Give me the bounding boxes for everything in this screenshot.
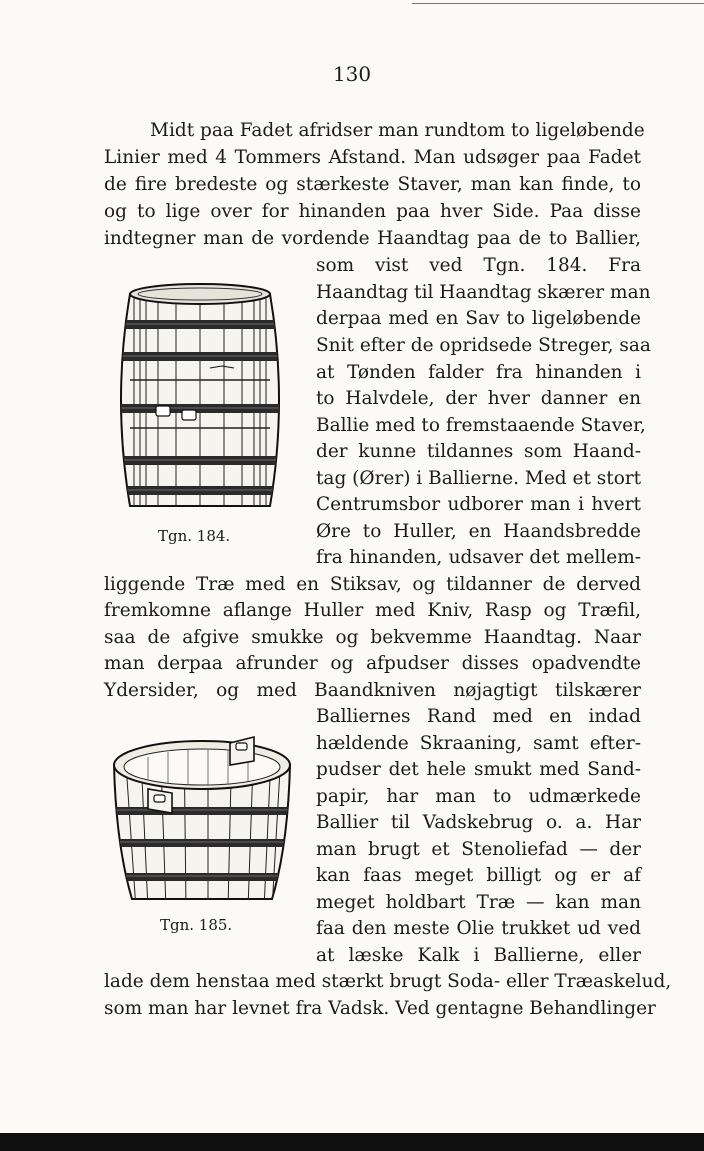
text-line: kan faas meget billigt og er af <box>316 865 641 886</box>
text-line: som vist ved Tgn. 184. Fra <box>316 255 641 276</box>
text-line: to Halvdele, der hver danner en <box>316 388 641 409</box>
text-line: derpaa med en Sav to ligeløbende <box>316 308 641 329</box>
text-line: lade dem henstaa med stærkt brugt Soda- eller Træaskelud, <box>104 971 672 992</box>
page-number: 130 <box>332 62 372 86</box>
text-line: pudser det hele smukt med Sand- <box>316 759 641 780</box>
text-line: papir, har man to udmærkede <box>316 786 641 807</box>
text-line: Ballier til Vadskebrug o. a. Har <box>316 812 641 833</box>
figure-caption: Tgn. 184. <box>158 527 231 545</box>
text-line: der kunne tildannes som Haand- <box>316 441 641 462</box>
text-line: Midt paa Fadet afridser man rundtom to ligeløbende <box>150 120 645 141</box>
text-line: indtegner man de vordende Haandtag paa de to Ballier, <box>104 228 641 249</box>
text-line: Centrumsbor udborer man i hvert <box>316 494 641 515</box>
text-line: tag (Ører) i Ballierne. Med et stort <box>316 468 642 489</box>
text-line: fremkomne aflange Huller med Kniv, Rasp og Træfil, <box>104 600 641 621</box>
text-line: man brugt et Stenoliefad — der <box>316 839 641 860</box>
barrel-illustration <box>110 282 292 518</box>
text-line: hældende Skraaning, samt efter- <box>316 733 641 754</box>
text-line: Øre to Huller, en Haandsbredde <box>316 521 641 542</box>
figure-caption: Tgn. 185. <box>160 916 233 934</box>
text-line: liggende Træ med en Stiksav, og tildanner de derved <box>104 574 641 595</box>
text-line: meget holdbart Træ — kan man <box>316 892 641 913</box>
tub-illustration <box>108 735 296 909</box>
text-line: Haandtag til Haandtag skærer man <box>316 282 651 303</box>
scan-bottom-edge <box>0 1133 704 1151</box>
text-line: som man har levnet fra Vadsk. Ved gentagne Behandlinger <box>104 998 656 1019</box>
text-line: faa den meste Olie trukket ud ved <box>316 918 641 939</box>
text-line: Linier med 4 Tommers Afstand. Man udsøger paa Fadet <box>104 147 641 168</box>
top-edge-rule <box>412 3 704 4</box>
text-line: og to lige over for hinanden paa hver Side. Paa disse <box>104 201 641 222</box>
text-line: Snit efter de opridsede Streger, saa <box>316 335 651 356</box>
text-line: de fire bredeste og stærkeste Staver, man kan finde, to <box>104 174 641 195</box>
text-line: man derpaa afrunder og afpudser disses opadvendte <box>104 653 641 674</box>
text-line: fra hinanden, udsaver det mellem- <box>316 547 641 568</box>
text-line: at Tønden falder fra hinanden i <box>316 362 641 383</box>
text-line: at læske Kalk i Ballierne, eller <box>316 945 641 966</box>
text-line: Ballie med to fremstaaende Staver, <box>316 415 646 436</box>
text-line: Ydersider, og med Baandkniven nøjagtigt tilskærer <box>104 680 641 701</box>
text-line: saa de afgive smukke og bekvemme Haandtag. Naar <box>104 627 641 648</box>
text-line: Balliernes Rand med en indad <box>316 706 641 727</box>
